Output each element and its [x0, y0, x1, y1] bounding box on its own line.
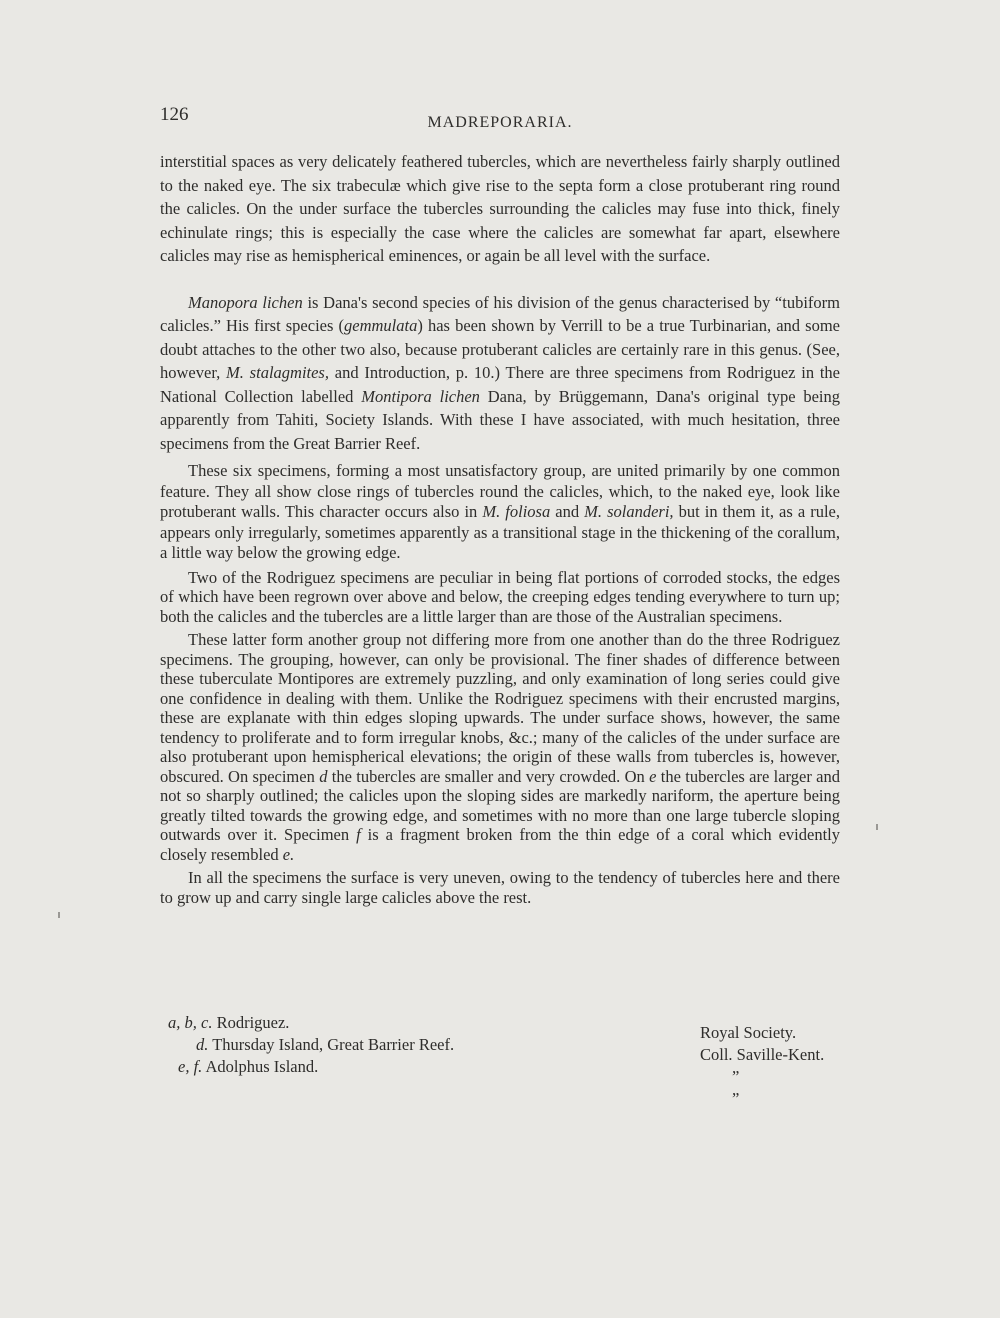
paragraph-5-text-c: the tubercles are larger and not so sharply outlined; the calicles upon the sloping sides are markedly nariform, the aperture being greatly tilted towards the growing edge, and sometimes with no more than one large tubercle sloping outwards over it. Specimen: [160, 766, 840, 844]
page-number: 126: [160, 104, 189, 125]
specimen-d: d: [319, 766, 328, 786]
paragraph-2-text-d: Dana, by Brüggemann, Dana's original type being apparently from Tahiti, Society Islands. With these I have associated, with much hesitation, three specimens from the Great Barrier Reef.: [160, 386, 841, 453]
specimen-locality: Thursday Island, Great Barrier Reef.: [208, 1035, 455, 1054]
species-stalagmites: M. stalagmites,: [226, 363, 329, 382]
species-gemmulata: gemmulata: [344, 316, 418, 335]
specimen-row: [168, 1012, 454, 1034]
specimen-sources: [700, 1022, 840, 1110]
species-solanderi: M. solanderi,: [584, 502, 674, 521]
paragraph-5-text-d: is a fragment broken from the thin edge of a coral which evidently closely resembled: [160, 825, 841, 864]
page-header: [160, 100, 840, 140]
specimen-letters: d.: [196, 1035, 209, 1054]
specimen-localities: [168, 1012, 454, 1078]
specimen-locality: Rodriguez.: [212, 1013, 290, 1032]
paragraph-2-text-a: is Dana's second species of his division of the genus characterised by “tubiform calicles.” His first species (: [160, 292, 840, 335]
ditto-marks: ” ”: [732, 1067, 784, 1108]
running-title: MADREPORARIA.: [427, 114, 573, 131]
specimen-row: [168, 1056, 454, 1078]
paragraph-3-text-b: and: [550, 502, 585, 521]
paragraph-3-text-a: These six specimens, forming a most unsatisfactory group, are united primarily by one common feature. They all show close rings of tubercles round the calicles, which, to the naked eye, look like protuberant walls. This character occurs also in: [160, 461, 840, 521]
source-royal-society: Royal Society.: [700, 1023, 797, 1042]
specimen-e: e: [649, 766, 657, 786]
paragraph-2: [160, 291, 840, 456]
specimen-row: [168, 1034, 454, 1056]
paragraph-5-text-a: These latter form another group not differing more from one another than do the three Rodriguez specimens. The grouping, however, can only be provisional. The finer shades of difference between these tuberculate Montipores are extremely puzzling, and only examination of long series could give one confidence in dealing with them. Unlike the Rodriguez specimens with their encrusted margins, these are explanate with thin edges sloping upwards. The under surface shows, however, the same tendency to proliferate and to form irregular knobs, &c.; many of the calicles of the under surface are also protuberant upon hemispherical elevations; the origin of these walls from tubercles is, however, obscured. On specimen: [160, 630, 840, 786]
specimen-e-ref: e.: [282, 844, 295, 864]
specimen-list: [160, 1012, 840, 1108]
paragraph-2-text-b: ) has been shown by Verrill to be a true Turbinarian, and some doubt attaches to the other two also, because protuberant calicles are certainly rare in this genus. (See, however,: [160, 316, 840, 382]
specimen-letters: e, f.: [178, 1057, 203, 1076]
paper-speck: [58, 912, 60, 918]
paragraph-5: [160, 630, 840, 864]
paper-speck: [876, 824, 878, 830]
body-text: [160, 150, 840, 907]
paragraph-2-text-c: and Introduction, p. 10.) There are three specimens from Rodriguez in the National Collection labelled: [160, 363, 840, 406]
specimen-f: f: [356, 825, 361, 844]
paragraph-6: In all the specimens the surface is very uneven, owing to the tendency of tubercles here and there to grow up and carry single large calicles above the rest.: [160, 868, 840, 907]
paragraph-1: interstitial spaces as very delicately feathered tubercles, which are nevertheless fairly sharply outlined to the naked eye. The six trabeculæ which give rise to the septa form a close protuberant ring round the calicles. On the under surface the tubercles surrounding the calicles may fuse into thick, finely echinulate rings; this is especially the case where the calicles are somewhat far apart, elsewhere calicles may rise as hemispherical eminences, or again be all level with the surface.: [160, 152, 840, 265]
species-montipora-lichen: Montipora lichen: [361, 386, 480, 406]
paragraph-4: Two of the Rodriguez specimens are peculiar in being flat portions of corroded stocks, the edges of which have been regrown over above and below, the creeping edges tending everywhere to turn up; both the calicles and the tubercles are a little larger than are those of the Australian specimens.: [160, 567, 840, 626]
paragraph-5-text-b: the tubercles are smaller and very crowded. On: [327, 766, 650, 786]
specimen-locality: Adolphus Island.: [202, 1057, 319, 1076]
species-name: Manopora lichen: [188, 292, 303, 312]
paragraph-3-text-c: but in them it, as a rule, appears only irregularly, sometimes apparently as a transitional stage in the thickening of the corallum, a little way below the growing edge.: [160, 502, 840, 562]
species-foliosa: M. foliosa: [482, 502, 551, 521]
paragraph-3: [160, 461, 840, 564]
specimen-letters: a, b, c.: [168, 1013, 213, 1032]
source-saville-kent: Coll. Saville-Kent.: [700, 1045, 825, 1064]
